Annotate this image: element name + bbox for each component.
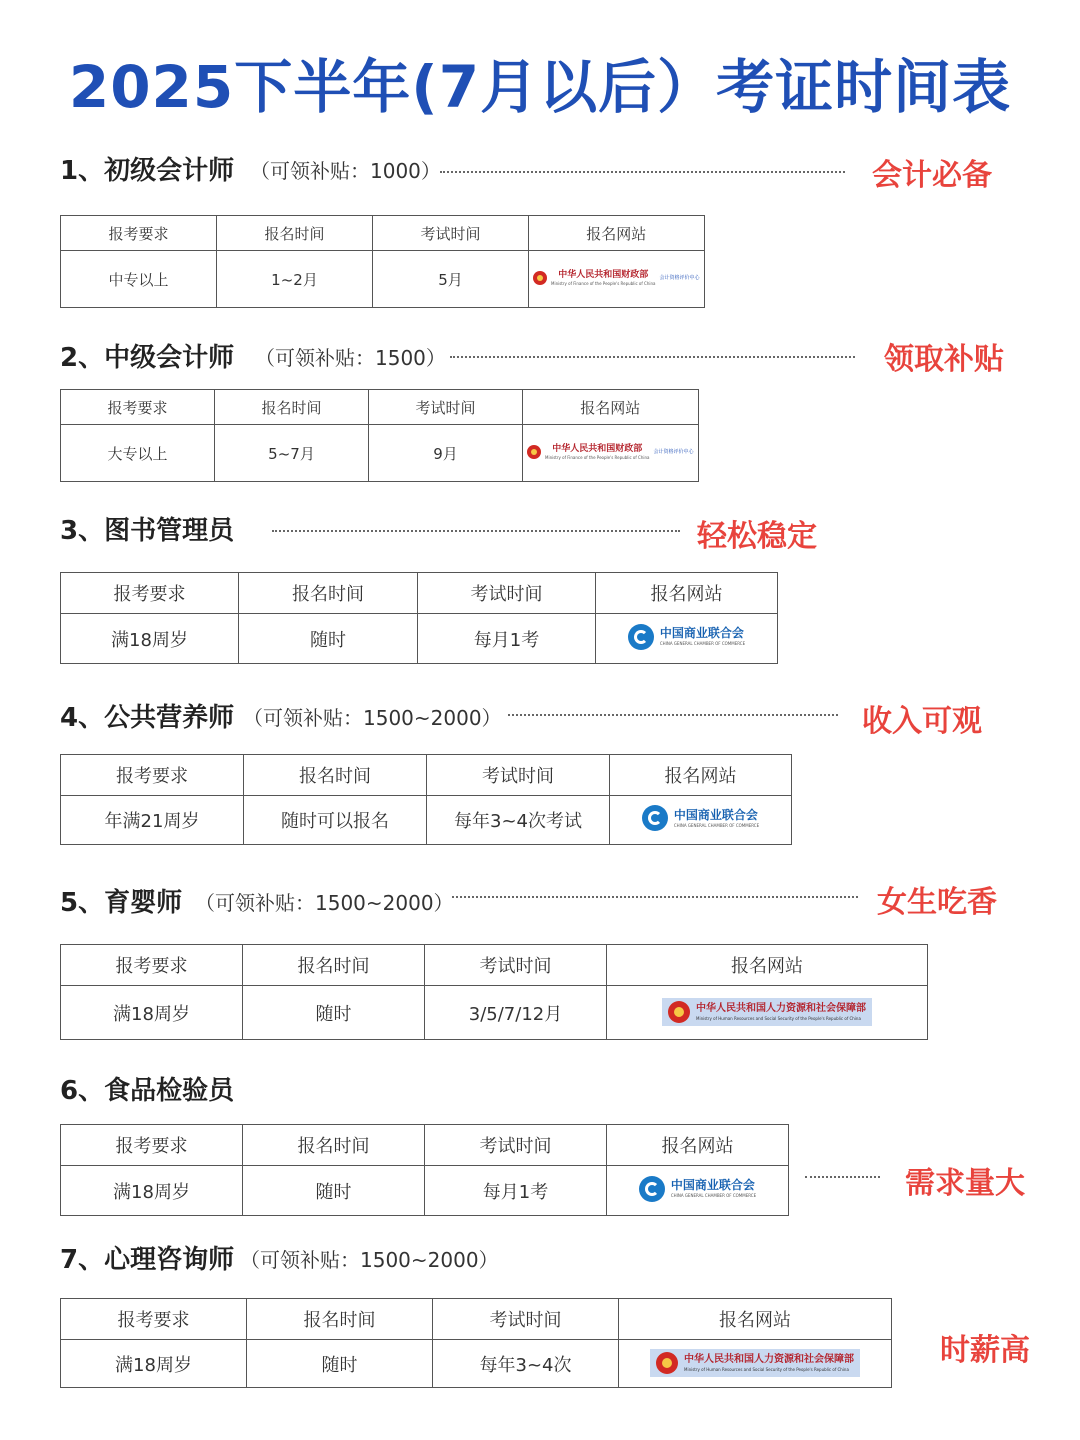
header-cell: 报名时间 [239,573,418,614]
site-cell [607,1166,789,1216]
header-cell: 报名网站 [607,945,928,986]
header-cell: 考试时间 [433,1299,619,1340]
mof-logo[interactable] [523,443,698,462]
cgcc-logo-icon [639,1176,665,1202]
dotted-leader [805,1176,880,1178]
header-cell: 报名时间 [243,945,425,986]
cgcc-logo[interactable] [628,624,745,650]
header-cell: 报名网站 [529,216,705,251]
logo-cn: 中国商业联合会 [659,626,744,640]
data-cell: 1~2月 [217,251,373,308]
table-header-row [61,390,699,425]
logo-en: Ministry of Finance of the People's Republic of China [551,280,656,286]
site-cell [523,425,699,482]
data-cell: 随时 [239,614,418,664]
section-title: 7、心理咨询师 [60,1245,235,1275]
table-row [61,425,699,482]
highlight-tag: 领取补贴 [884,342,1004,377]
dotted-leader [272,530,680,532]
logo-en: CHINA GENERAL CHAMBER OF COMMERCE [659,641,746,646]
dotted-leader [440,171,845,173]
data-cell: 满18周岁 [61,986,243,1040]
data-cell: 满18周岁 [61,1340,247,1388]
table-row [61,796,792,845]
table-row [61,614,778,664]
logo-cn: 中国商业联合会 [670,1178,755,1192]
header-cell: 报名网站 [619,1299,892,1340]
dotted-leader [450,356,855,358]
table-header-row [61,216,705,251]
table-row [61,986,928,1040]
section-title: 3、图书管理员 [60,516,235,546]
highlight-tag: 收入可观 [862,704,982,739]
header-cell: 考试时间 [369,390,523,425]
header-cell: 考试时间 [427,755,610,796]
dotted-leader [508,714,838,716]
data-cell: 每月1考 [418,614,596,664]
header-cell: 报考要求 [61,755,244,796]
national-emblem-icon [668,1001,690,1023]
highlight-tag: 轻松稳定 [697,519,817,554]
table-row [61,251,705,308]
subsidy-text: （可领补贴：1000） [250,159,441,183]
header-cell: 报考要求 [61,573,239,614]
section-title: 1、初级会计师 [60,156,235,186]
header-cell: 考试时间 [373,216,529,251]
logo-side: 会计资格评价中心 [653,449,694,456]
national-emblem-icon [656,1352,678,1374]
table-row [61,1166,789,1216]
highlight-tag: 需求量大 [905,1166,1025,1201]
header-cell: 报考要求 [61,216,217,251]
logo-cn: 中华人民共和国财政部 [552,443,643,454]
data-cell: 5~7月 [215,425,369,482]
site-cell [607,986,928,1040]
exam-table [60,754,792,845]
header-cell: 报名网站 [523,390,699,425]
section-title: 2、中级会计师 [60,343,235,373]
header-cell: 报考要求 [61,1299,247,1340]
subsidy-text: （可领补贴：1500） [255,346,446,370]
data-cell: 5月 [373,251,529,308]
data-cell: 满18周岁 [61,614,239,664]
site-cell [529,251,705,308]
data-cell: 随时 [247,1340,433,1388]
data-cell: 中专以上 [61,251,217,308]
header-cell: 报名时间 [247,1299,433,1340]
header-cell: 报名时间 [215,390,369,425]
table-header-row [61,755,792,796]
logo-en: Ministry of Human Resources and Social Security of the People's Republic of China [684,1366,849,1372]
logo-cn: 中华人民共和国人力资源和社会保障部 [696,1002,866,1014]
header-cell: 报名时间 [217,216,373,251]
site-cell [610,796,792,845]
cgcc-logo[interactable] [642,805,759,831]
header-cell: 报考要求 [61,390,215,425]
table-header-row [61,945,928,986]
mohrss-logo[interactable] [662,998,872,1026]
data-cell: 大专以上 [61,425,215,482]
header-cell: 报名网站 [610,755,792,796]
logo-cn: 中国商业联合会 [673,807,758,822]
data-cell: 随时 [243,986,425,1040]
data-cell: 每年3~4次 [433,1340,619,1388]
logo-en: CHINA GENERAL CHAMBER OF COMMERCE [670,1193,757,1198]
table-header-row [61,1299,892,1340]
site-cell [619,1340,892,1388]
header-cell: 报考要求 [61,1125,243,1166]
logo-en: CHINA GENERAL CHAMBER OF COMMERCE [673,822,760,828]
site-cell [596,614,778,664]
data-cell: 每年3~4次考试 [427,796,610,845]
data-cell: 3/5/7/12月 [425,986,607,1040]
exam-table [60,572,778,664]
header-cell: 考试时间 [425,945,607,986]
exam-table [60,389,699,482]
highlight-tag: 时薪高 [940,1333,1030,1368]
data-cell: 9月 [369,425,523,482]
header-cell: 报名时间 [244,755,427,796]
exam-table [60,215,705,308]
page-title: 2025下半年(7月以后）考证时间表 [68,53,1012,121]
table-row [61,1340,892,1388]
logo-en: Ministry of Finance of the People's Republic of China [545,454,650,460]
header-cell: 考试时间 [418,573,596,614]
data-cell: 每月1考 [425,1166,607,1216]
header-cell: 报名时间 [243,1125,425,1166]
logo-cn: 中华人民共和国人力资源和社会保障部 [684,1353,854,1365]
highlight-tag: 女生吃香 [877,885,997,920]
section-title: 5、育婴师 [60,888,183,918]
section-title: 4、公共营养师 [60,703,235,733]
logo-side: 会计资格评价中心 [659,275,700,282]
subsidy-text: （可领补贴：1500~2000） [243,706,502,730]
data-cell: 满18周岁 [61,1166,243,1216]
header-cell: 报名网站 [607,1125,789,1166]
header-cell: 报名网站 [596,573,778,614]
header-cell: 报考要求 [61,945,243,986]
exam-table [60,1124,789,1216]
subsidy-text: （可领补贴：1500~2000） [195,891,454,915]
data-cell: 随时可以报名 [244,796,427,845]
highlight-tag: 会计必备 [872,158,992,193]
table-header-row [61,1125,789,1166]
cgcc-logo-icon [628,624,654,650]
logo-en: Ministry of Human Resources and Social Security of the People's Republic of China [696,1015,861,1021]
cgcc-logo[interactable] [639,1176,756,1202]
dotted-leader [452,896,858,898]
exam-table [60,944,928,1040]
section-title: 6、食品检验员 [60,1076,235,1106]
national-emblem-icon [533,271,547,285]
exam-table [60,1298,892,1388]
subsidy-text: （可领补贴：1500~2000） [240,1248,499,1272]
national-emblem-icon [527,445,541,459]
cgcc-logo-icon [642,805,668,831]
table-header-row [61,573,778,614]
data-cell: 随时 [243,1166,425,1216]
logo-cn: 中华人民共和国财政部 [558,269,649,280]
header-cell: 考试时间 [425,1125,607,1166]
data-cell: 年满21周岁 [61,796,244,845]
mohrss-logo[interactable] [650,1349,860,1377]
mof-logo[interactable] [529,269,704,288]
